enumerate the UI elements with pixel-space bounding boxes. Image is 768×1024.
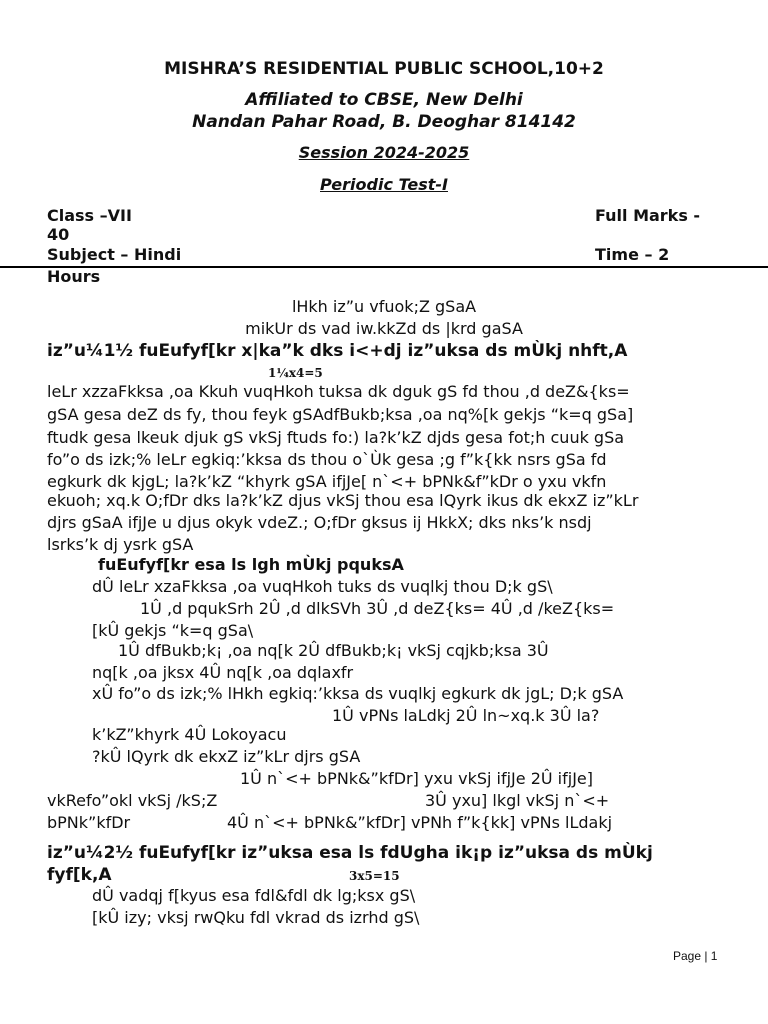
question-1d-option-4: 4Û n`<+ bPNk&”kfDr] vPNh f”k{kk] vPNs lLdakj — [227, 813, 613, 832]
passage-line: egkurk dk kjgL; la?k’kZ “khyrk gSA ifjJe[ n`<+ bPNk&f”kDr o yxu vkfn — [47, 472, 607, 491]
question-1d-option-2: vkRefo”okl vkSj /kS;Z — [47, 791, 218, 810]
test-title: Periodic Test-I — [320, 175, 448, 194]
question-1d-options: 1Û n`<+ bPNk&”kfDr] yxu vkSj ifjJe 2Û ifjJe] — [240, 769, 594, 788]
question-1d-option-3-cont: bPNk”kfDr — [47, 813, 131, 832]
question-2b: [kÛ izy; vksj rwQku fdl vkrad ds izrhd gS\ — [92, 908, 420, 927]
question-1b-options-cont: nq[k ,oa jksx 4Û nq[k ,oa dqlaxfr — [92, 663, 354, 682]
time-unit: Hours — [47, 267, 101, 286]
question-1c: xÛ fo”o ds izk;% lHkh egkiq:’kksa ds vuqlkj egkurk dk jgL; D;k gSA — [92, 684, 624, 703]
question-1b: [kÛ gekjs “k=q gSa\ — [92, 621, 254, 640]
passage-line: leLr xzzaFkksa ,oa Kkuh vuqHkoh tuksa dk dguk gS fd thou ,d deZ&{ks= — [47, 382, 630, 401]
question-1a-options: 1Û ,d pqukSrh 2Û ,d dlkSVh 3Û ,d deZ{ks= 4Û ,d /keZ{ks= — [140, 599, 615, 618]
question-2-marks: 3x5=15 — [349, 869, 400, 883]
subject-label: Subject – Hindi — [47, 245, 182, 264]
school-name: MISHRA’S RESIDENTIAL PUBLIC SCHOOL,10+2 — [164, 59, 604, 79]
session: Session 2024-2025 — [298, 143, 470, 162]
question-1b-options: 1Û dfBukb;k¡ ,oa nq[k 2Û dfBukb;k¡ vkSj cqjkb;ksa 3Û — [118, 641, 549, 660]
passage-line: ekuoh; xq.k O;fDr dks la?k’kZ djus vkSj thou esa lQyrk ikus dk ekxZ iz”kLr — [47, 491, 639, 510]
question-2-heading: iz”u¼2½ fuEufyf[kr iz”uksa esa ls fdUgha ik¡p iz”uksa ds mÙkj — [47, 843, 653, 863]
school-address: Nandan Pahar Road, B. Deoghar 814142 — [192, 112, 576, 132]
header-divider — [0, 266, 768, 268]
class-label: Class –VII — [47, 206, 132, 225]
passage-line: djrs gSaA ifjJe u djus okyk vdeZ.; O;fDr gksus ij HkkX; dks nks’k nsdj — [47, 513, 592, 532]
subject-title: lHkh iz”u vfuok;Z gSaA — [291, 297, 477, 316]
full-marks-value: 40 — [47, 225, 70, 244]
question-1c-options-cont: k’kZ”khyrk 4Û Lokoyacu — [92, 725, 287, 744]
question-1a: dÛ leLr xzaFkksa ,oa vuqHkoh tuks ds vuqlkj thou D;k gS\ — [92, 577, 553, 596]
sub-heading: fuEufyf[kr esa ls lgh mÙkj pquksA — [98, 555, 404, 574]
time-label: Time – 2 — [595, 245, 670, 264]
full-marks-label: Full Marks - — [595, 206, 701, 225]
passage-line: fo”o ds izk;% leLr egkiq:’kksa ds thou o`Ùk gesa ;g f”k{kk nsrs gSa fd — [47, 450, 607, 469]
question-1d: ?kÛ lQyrk dk ekxZ iz”kLr djrs gSA — [92, 747, 361, 766]
passage-line: ftudk gesa lkeuk djuk gS vkSj ftuds fo:) la?k’kZ djds gesa fot;h cuuk gSa — [47, 428, 625, 447]
question-1-marks: 1¼x4=5 — [268, 366, 323, 380]
page-number: Page | 1 — [673, 949, 718, 963]
question-2a: dÛ vadqj f[kyus esa fdl&fdl dk lg;ksx gS\ — [92, 886, 416, 905]
question-1c-options: 1Û vPNs laLdkj 2Û ln~xq.k 3Û la? — [332, 706, 600, 725]
question-1d-option-3: 3Û yxu] lkgl vkSj n`<+ — [425, 791, 610, 810]
instruction: mikUr ds vad iw.kkZd ds |krd gaSA — [245, 319, 523, 338]
passage-line: lsrks’k dj ysrk gSA — [47, 535, 194, 554]
question-1-heading: iz”u¼1½ fuEufyf[kr x|ka”k dks i<+dj iz”uksa ds mÙkj nhft,A — [47, 341, 628, 361]
passage-line: gSA gesa deZ ds fy, thou feyk gSAdfBukb;ksa ,oa nq%[k gekjs “k=q gSa] — [47, 405, 634, 424]
affiliation: Affiliated to CBSE, New Delhi — [245, 90, 523, 110]
question-2-heading-cont: fyf[k,A — [47, 865, 112, 885]
